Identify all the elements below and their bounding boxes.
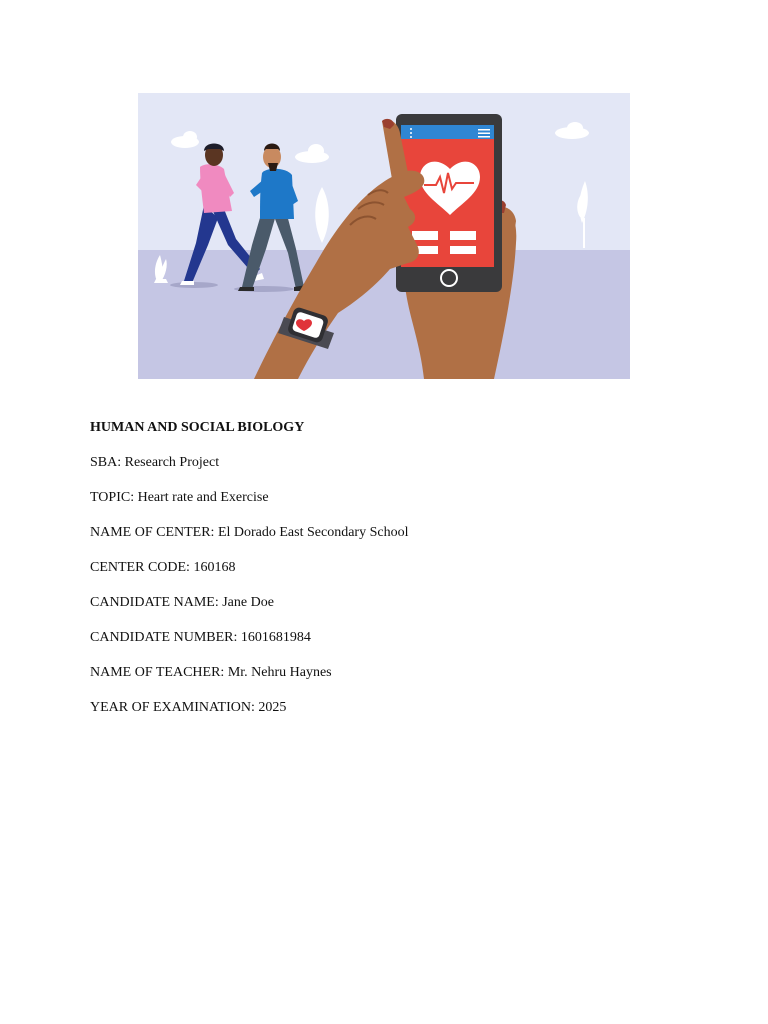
field-value: Jane Doe: [222, 595, 274, 610]
teacher-name-field: [90, 663, 690, 683]
field-value: 1601681984: [240, 630, 311, 645]
field-value: 160168: [193, 560, 236, 575]
field-label: YEAR OF EXAMINATION:: [90, 700, 255, 715]
document-title: HUMAN AND SOCIAL BIOLOGY: [90, 420, 305, 435]
field-value: Research Project: [124, 455, 220, 470]
field-label: NAME OF CENTER:: [90, 525, 215, 540]
candidate-number-field: [90, 628, 690, 648]
phone-menu-icon: [478, 129, 490, 131]
home-button: [441, 270, 457, 286]
field-label: CANDIDATE NUMBER:: [90, 630, 238, 645]
cover-illustration: [138, 93, 630, 379]
topic-field: [90, 488, 690, 508]
field-label: SBA:: [90, 455, 122, 470]
examination-year-field: [90, 698, 690, 718]
field-value: Heart rate and Exercise: [137, 490, 269, 505]
candidate-name-field: [90, 593, 690, 613]
smartphone-icon: [396, 114, 502, 292]
field-value: 2025: [258, 700, 287, 715]
center-code-field: [90, 558, 690, 578]
field-label: TOPIC:: [90, 490, 135, 505]
center-name-field: [90, 523, 690, 543]
sba-field: [90, 453, 690, 473]
field-label: NAME OF TEACHER:: [90, 665, 225, 680]
cover-text: [90, 418, 690, 733]
field-label: CANDIDATE NAME:: [90, 595, 219, 610]
field-value: Mr. Nehru Haynes: [227, 665, 332, 680]
field-label: CENTER CODE:: [90, 560, 190, 575]
field-value: El Dorado East Secondary School: [217, 525, 409, 540]
